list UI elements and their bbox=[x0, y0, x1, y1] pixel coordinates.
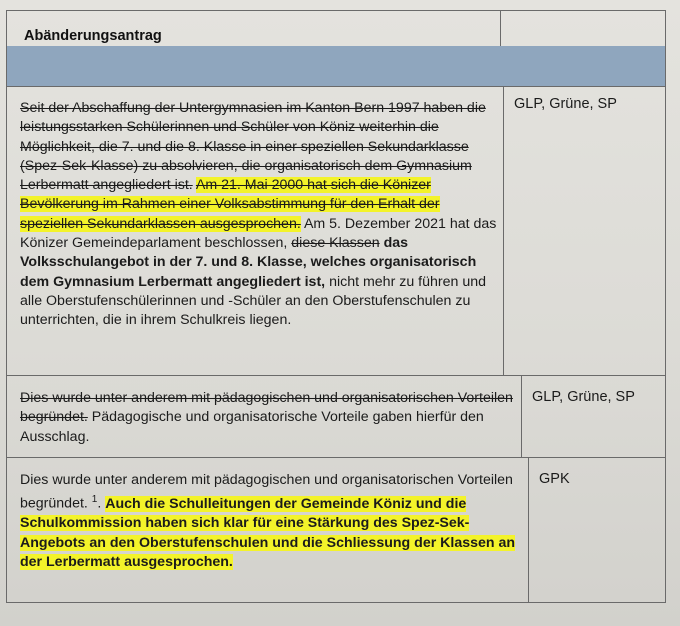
footnote-marker: 1 bbox=[91, 494, 98, 506]
row-2-text bbox=[20, 389, 518, 447]
table-border bbox=[665, 10, 666, 602]
spacer-text: . bbox=[97, 496, 106, 513]
body-text: Pädagogische und organisatorische Vorteile gaben hierfür den Ausschlag. bbox=[20, 409, 484, 445]
amendment-table bbox=[6, 2, 666, 620]
row-1-party: GLP, Grüne, SP bbox=[514, 96, 617, 112]
column-divider bbox=[500, 10, 501, 46]
table-rule bbox=[6, 602, 666, 603]
table-rule bbox=[6, 10, 666, 11]
row-2-party: GLP, Grüne, SP bbox=[532, 389, 635, 405]
table-header-label: Abänderungsantrag bbox=[24, 28, 162, 44]
deleted-text: Seit der Abschaffung der Untergymnasien im Kanton Bern 1997 haben die leistungsstarken Schülerinnen und Schüler von Köniz weiterhin die Möglichkeit, die 7. und die 8. Klasse in einer speziellen Sekundarklasse (Spez-Sek-Klasse) zu absolvieren, die organisatorisch dem Gymnasium Lerbermatt angegliedert ist. bbox=[20, 100, 486, 194]
body-text: Am 5. Dezember 2021 hat das Könizer Gemeindeparlament beschlossen, bbox=[20, 215, 497, 252]
row-3-text bbox=[20, 471, 525, 572]
deleted-text: Dies wurde unter anderem mit pädagogischen und organisatorischen Vorteilen begründet. bbox=[20, 390, 513, 426]
table-border bbox=[6, 10, 7, 602]
row-3-party: GPK bbox=[539, 471, 570, 487]
table-rule bbox=[6, 375, 666, 376]
table-rule bbox=[6, 457, 666, 458]
column-divider bbox=[503, 86, 504, 375]
inserted-bold-text: das Volksschulangebot in der 7. und 8. Klasse, welches organisatorisch dem Gymnasium Lerbermatt angegliedert ist, bbox=[20, 235, 477, 290]
body-text: Dies wurde unter anderem mit pädagogischen und organisatorischen Vorteilen begründet. bbox=[20, 472, 513, 513]
highlighted-deleted-text: Am 21. Mai 2000 hat sich die Könizer Bevölkerung im Rahmen einer Volksabstimmung für den Erhalt der speziellen Sekundarklassen ausgesprochen. bbox=[20, 177, 440, 232]
body-text: nicht mehr zu führen und alle Oberstufenschülerinnen und -Schüler an den Oberstufenschulen zu unterrichten, die in ihrem Schulkreis liegen. bbox=[20, 273, 487, 329]
section-band bbox=[6, 46, 666, 86]
row-1-text bbox=[20, 99, 502, 331]
column-divider bbox=[521, 375, 522, 457]
table-rule bbox=[6, 86, 666, 87]
column-divider bbox=[528, 457, 529, 602]
deleted-text: diese Klassen bbox=[291, 235, 380, 252]
highlighted-inserted-text: Auch die Schulleitungen der Gemeinde Köniz und die Schulkommission haben sich klar für eine Stärkung des Spez-Sek-Angebots an den Oberstufenschulen und die Schliessung der Klassen an der Lerbermatt ausgesprochen. bbox=[20, 496, 516, 570]
